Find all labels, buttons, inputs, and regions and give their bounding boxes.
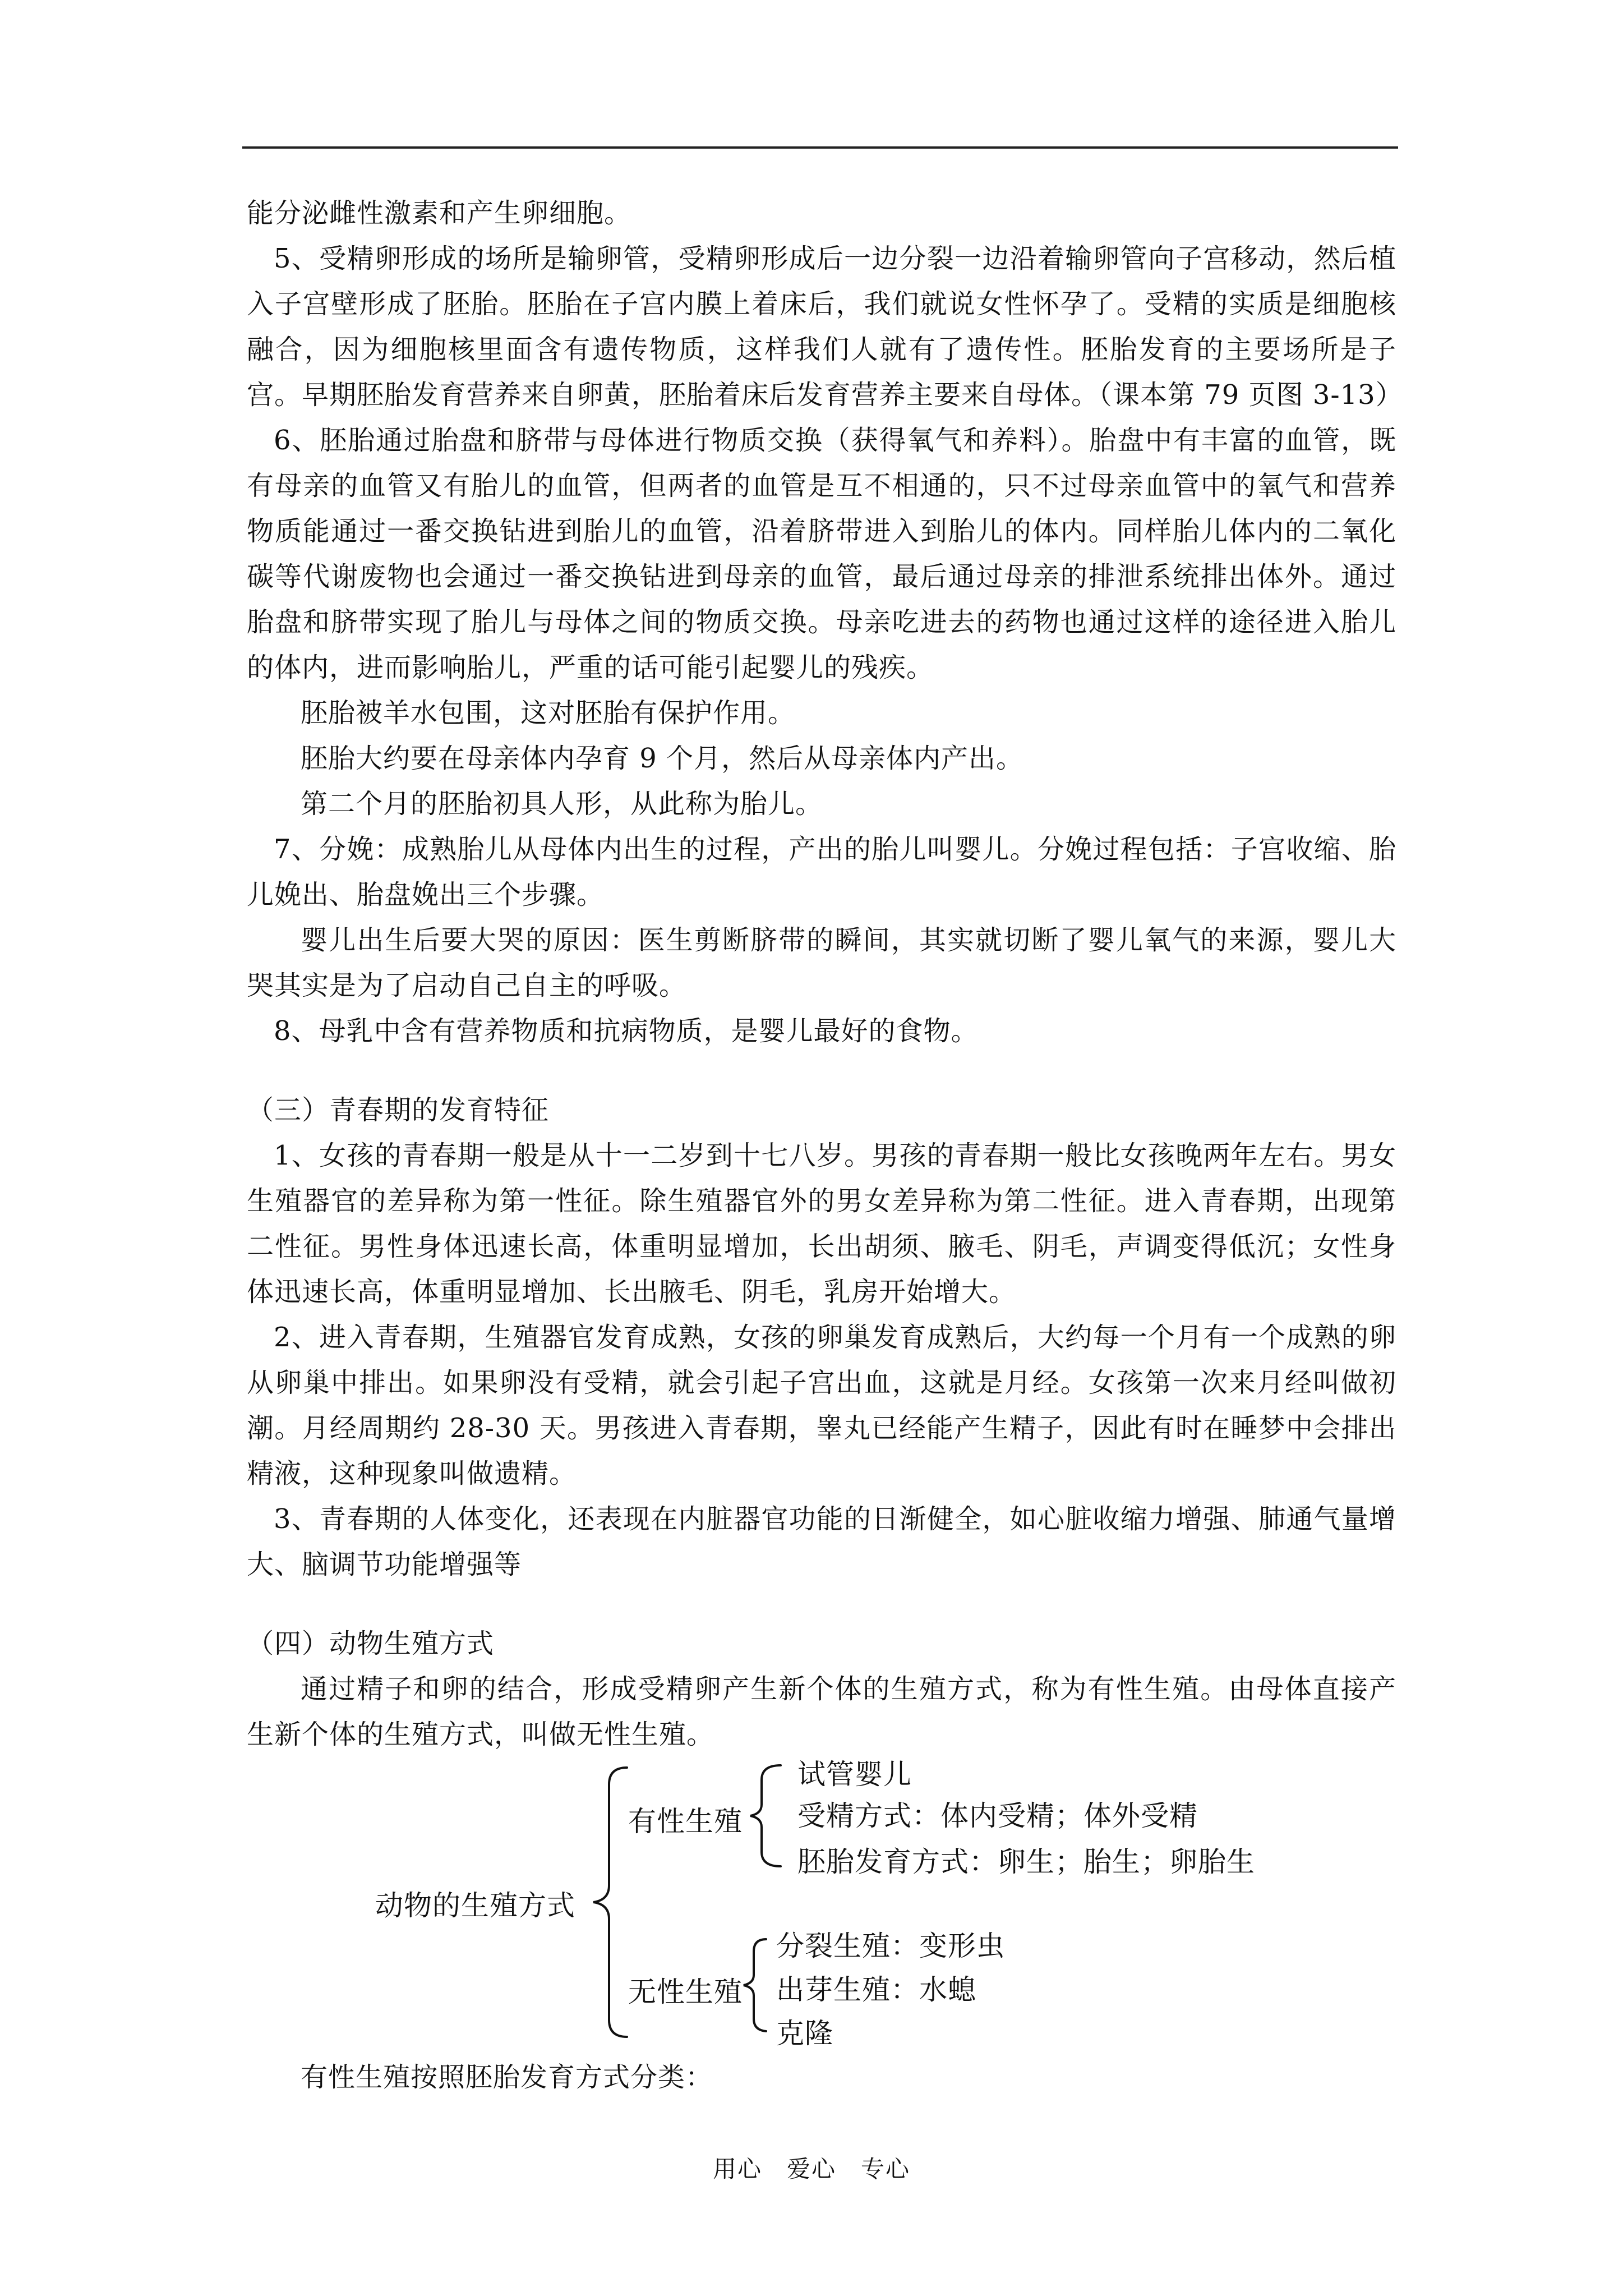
paragraph: 5、受精卵形成的场所是输卵管，受精卵形成后一边分裂一边沿着输卵管向子宫移动，然后植入子宫壁形成了胚胎。胚胎在子宫内膜上着床后，我们就说女性怀孕了。受精的实质是细胞核融合，因为细胞核里面含有遗传物质，这样我们人就有了遗传性。胚胎发育的主要场所是子宫。早期胚胎发育营养来自卵黄，胚胎着床后发育营养主要来自母体。（课本第 79 页图 3-13） (247, 243, 1403, 411)
paragraph: 有性生殖按照胚胎发育方式分类： (301, 2062, 713, 2093)
paragraph: 胚胎被羊水包围，这对胚胎有保护作用。 (301, 697, 796, 729)
sexual-reproduction-label: 有性生殖 (628, 1805, 743, 1838)
sexual-brace (750, 1765, 781, 1866)
sexual-item-test-tube-baby: 试管婴儿 (797, 1758, 912, 1791)
paragraph: 第二个月的胚胎初具人形，从此称为胎儿。 (301, 788, 823, 820)
paragraph: 8、母乳中含有营养物质和抗病物质，是婴儿最好的食物。 (274, 1015, 979, 1047)
paragraph: 能分泌雌性激素和产生卵细胞。 (247, 197, 632, 229)
reproduction-tree-diagram (247, 1757, 1396, 2049)
paragraph: 3、青春期的人体变化，还表现在内脏器官功能的日渐健全，如心脏收缩力增强、肺通气量增大、脑调节功能增强等 (247, 1503, 1396, 1580)
sexual-item-embryo-development: 胚胎发育方式：卵生；胎生；卵胎生 (797, 1846, 1255, 1878)
section-heading: （三）青春期的发育特征 (247, 1094, 550, 1126)
paragraph: 通过精子和卵的结合，形成受精卵产生新个体的生殖方式，称为有性生殖。由母体直接产生新个体的生殖方式，叫做无性生殖。 (247, 1673, 1396, 1750)
root-brace (593, 1768, 627, 2037)
asexual-item-budding: 出芽生殖：水螅 (776, 1973, 976, 2006)
section-heading: （四）动物生殖方式 (247, 1628, 495, 1659)
asexual-reproduction-label: 无性生殖 (628, 1976, 743, 2008)
sexual-item-fertilization: 受精方式：体内受精；体外受精 (797, 1800, 1198, 1832)
diagram-root-label: 动物的生殖方式 (375, 1889, 575, 1922)
paragraph: 7、分娩：成熟胎儿从母体内出生的过程，产出的胎儿叫婴儿。分娩过程包括：子宫收缩、胎儿娩出、胎盘娩出三个步骤。 (247, 834, 1396, 910)
asexual-brace (744, 1939, 766, 2031)
paragraph: 2、进入青春期，生殖器官发育成熟，女孩的卵巢发育成熟后，大约每一个月有一个成熟的卵从卵巢中排出。如果卵没有受精，就会引起子宫出血，这就是月经。女孩第一次来月经叫做初潮。月经周期约 28-30 天。男孩进入青春期，睾丸已经能产生精子，因此有时在睡梦中会排出精液，这种现象叫做遗精。 (247, 1322, 1396, 1489)
paragraph: 6、胚胎通过胎盘和脐带与母体进行物质交换（获得氧气和养料）。胎盘中有丰富的血管，既有母亲的血管又有胎儿的血管，但两者的血管是互不相通的，只不过母亲血管中的氧气和营养物质能通过一番交换钻进到胎儿的血管，沿着脐带进入到胎儿的体内。同样胎儿体内的二氧化碳等代谢废物也会通过一番交换钻进到母亲的血管，最后通过母亲的排泄系统排出体外。通过胎盘和脐带实现了胎儿与母体之间的物质交换。母亲吃进去的药物也通过这样的途径进入胎儿的体内，进而影响胎儿，严重的话可能引起婴儿的残疾。 (247, 425, 1396, 683)
spacer (247, 1588, 1396, 1621)
asexual-item-fission: 分裂生殖：变形虫 (776, 1930, 1005, 1962)
paragraph: 1、女孩的青春期一般是从十一二岁到十七八岁。男孩的青春期一般比女孩晚两年左右。男女生殖器官的差异称为第一性征。除生殖器官外的男女差异称为第二性征。进入青春期，出现第二性征。男性身体迅速长高，体重明显增加，长出胡须、腋毛、阴毛，声调变得低沉；女性身体迅速长高，体重明显增加、长出腋毛、阴毛，乳房开始增大。 (247, 1140, 1396, 1308)
spacer (247, 1054, 1396, 1088)
asexual-item-cloning: 克隆 (776, 2017, 833, 2050)
header-rule (242, 146, 1398, 149)
paragraph: 婴儿出生后要大哭的原因：医生剪断脐带的瞬间，其实就切断了婴儿氧气的来源，婴儿大哭其实是为了启动自己自主的呼吸。 (247, 924, 1396, 1001)
page-content (247, 191, 1403, 2100)
page-footer: 用心 爱心 专心 (712, 2155, 910, 2183)
paragraph: 胚胎大约要在母亲体内孕育 9 个月，然后从母亲体内产出。 (301, 743, 1024, 774)
